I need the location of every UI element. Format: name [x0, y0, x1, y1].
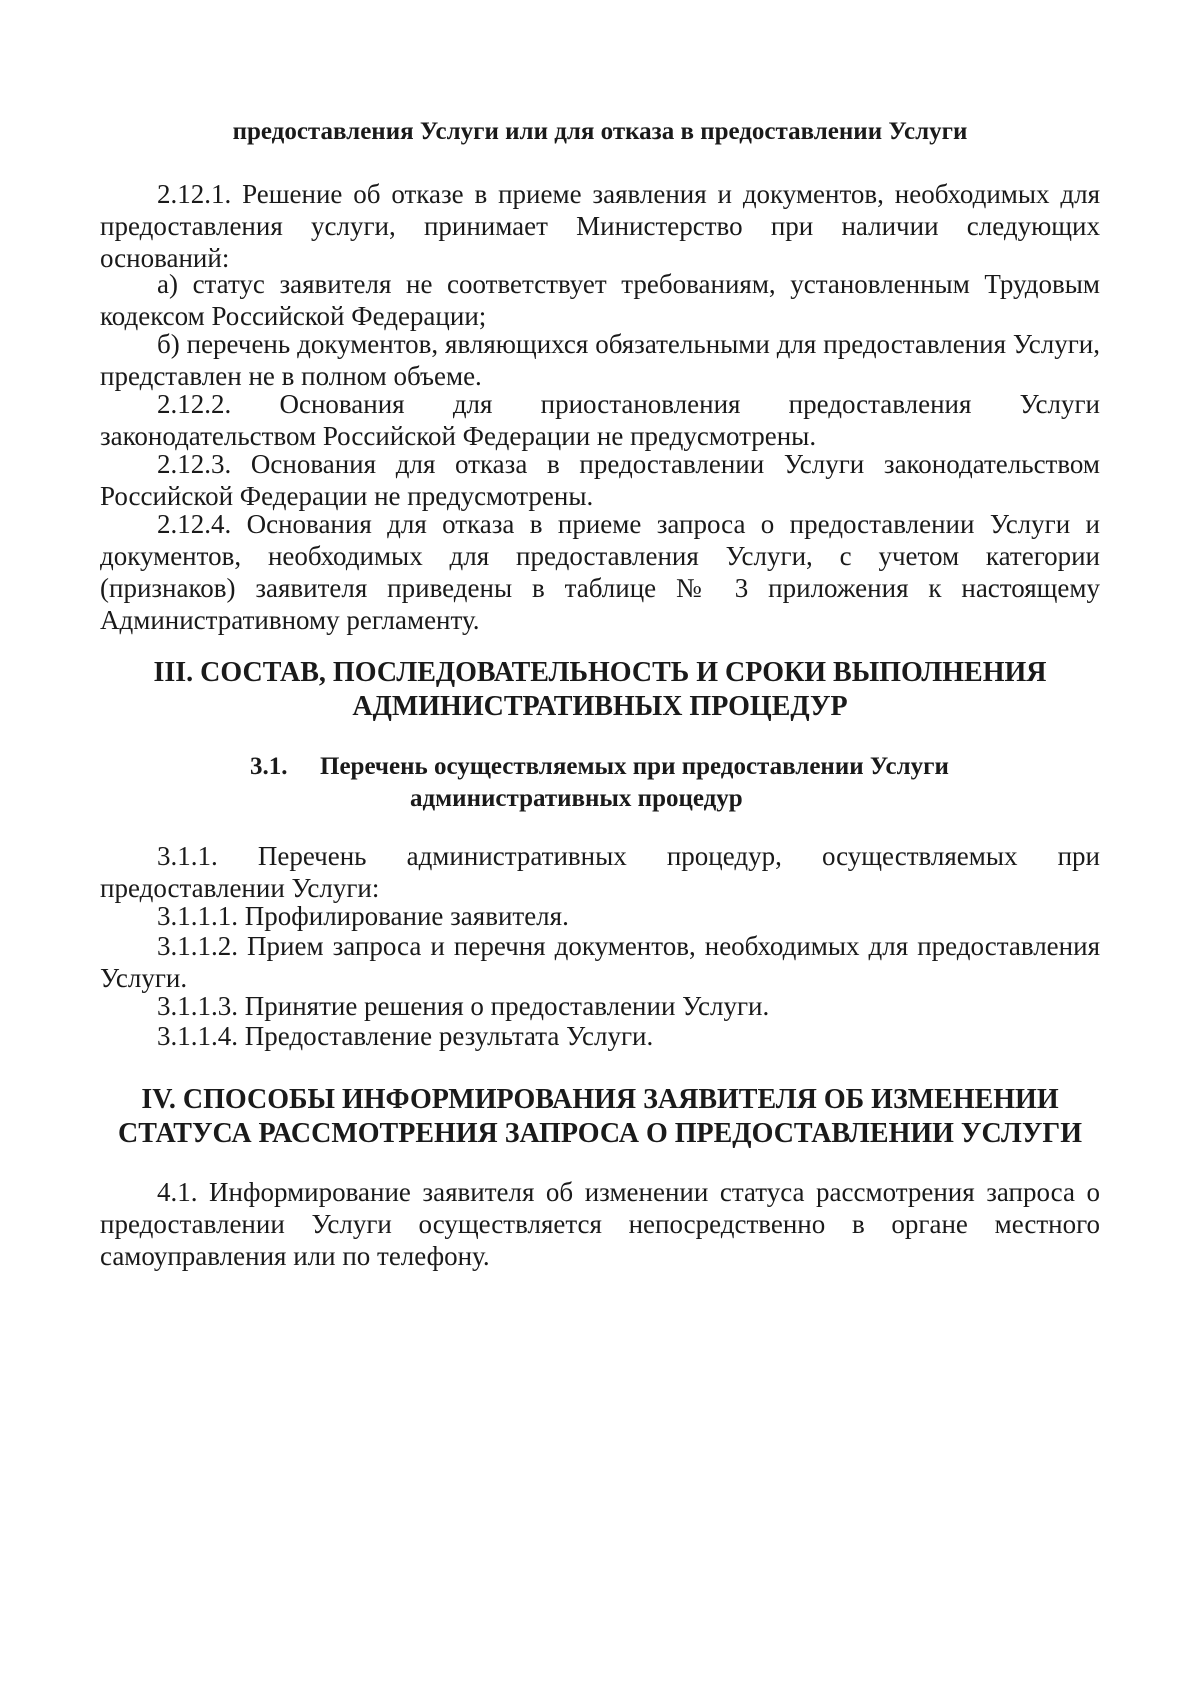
- subsection-3-1-heading-line-2: административных процедур: [410, 785, 743, 812]
- paragraph-2-12-1: 2.12.1. Решение об отказе в приеме заявления и документов, необходимых для предоставления услуги, принимает Министерство при наличии следующих оснований:: [100, 179, 1100, 273]
- paragraph-2-12-2: 2.12.2. Основания для приостановления предоставления Услуги законодательством Российской Федерации не предусмотрены.: [100, 389, 1100, 451]
- subsection-3-1-number: 3.1.: [250, 753, 288, 780]
- subsection-3-1-title: Перечень осуществляемых при предоставлении Услуги: [320, 753, 949, 780]
- paragraph-2-12-3: 2.12.3. Основания для отказа в предоставлении Услуги законодательством Российской Федерации не предусмотрены.: [100, 449, 1100, 511]
- paragraph-3-1-1: 3.1.1. Перечень административных процедур, осуществляемых при предоставлении Услуги:: [100, 841, 1100, 903]
- section-4-heading-line-2: СТАТУСА РАССМОТРЕНИЯ ЗАПРОСА О ПРЕДОСТАВЛЕНИИ УСЛУГИ: [118, 1118, 1082, 1149]
- section-heading-continuation: предоставления Услуги или для отказа в предоставлении Услуги: [232, 118, 968, 145]
- section-3-heading-line-1: III. СОСТАВ, ПОСЛЕДОВАТЕЛЬНОСТЬ И СРОКИ ВЫПОЛНЕНИЯ: [153, 657, 1047, 688]
- subsection-3-1-heading-line-1: [250, 751, 1050, 783]
- paragraph-3-1-1-1: 3.1.1.1. Профилирование заявителя.: [157, 901, 569, 931]
- paragraph-2-12-1-a: а) статус заявителя не соответствует требованиям, установленным Трудовым кодексом Российской Федерации;: [100, 269, 1100, 331]
- paragraph-2-12-1-b: б) перечень документов, являющихся обязательными для предоставления Услуги, представлен не в полном объеме.: [100, 329, 1100, 391]
- paragraph-3-1-1-2: 3.1.1.2. Прием запроса и перечня документов, необходимых для предоставления Услуги.: [100, 931, 1100, 993]
- paragraph-3-1-1-4: 3.1.1.4. Предоставление результата Услуги.: [157, 1021, 654, 1051]
- paragraph-2-12-4: 2.12.4. Основания для отказа в приеме запроса о предоставлении Услуги и документов, необходимых для предоставления Услуги, с учетом категории (признаков) заявителя приведены в таблице № 3 приложения к настоящему Административному регламенту.: [100, 509, 1100, 635]
- paragraph-3-1-1-3: 3.1.1.3. Принятие решения о предоставлении Услуги.: [157, 991, 770, 1021]
- section-4-heading-line-1: IV. СПОСОБЫ ИНФОРМИРОВАНИЯ ЗАЯВИТЕЛЯ ОБ ИЗМЕНЕНИИ: [141, 1084, 1059, 1115]
- paragraph-4-1: 4.1. Информирование заявителя об изменении статуса рассмотрения запроса о предоставлении Услуги осуществляется непосредственно в органе местного самоуправления или по телефону.: [100, 1177, 1100, 1271]
- section-3-heading-line-2: АДМИНИСТРАТИВНЫХ ПРОЦЕДУР: [352, 691, 848, 722]
